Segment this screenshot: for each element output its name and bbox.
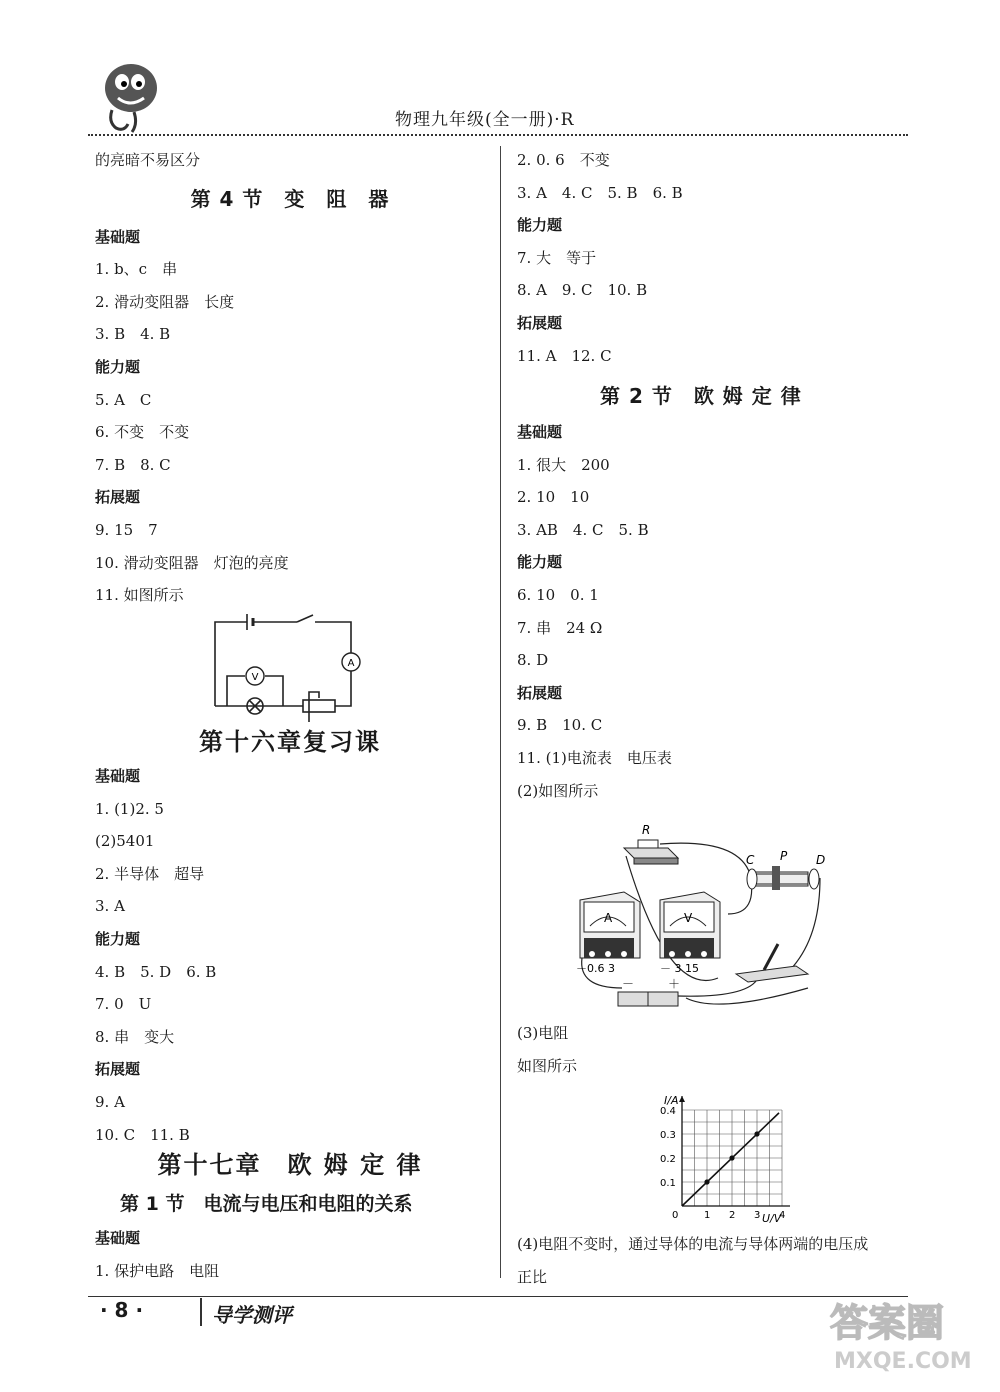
x-tick-label: 3 [754,1210,761,1221]
mascot-logo [98,58,160,136]
category-label: 能力题 [517,553,563,572]
answer-line: 11. (1)电流表 电压表 [517,748,672,767]
x-tick-label: 1 [704,1210,711,1221]
answer-line: (4)电阻不变时，通过导体的电流与导体两端的电压成 [517,1235,869,1253]
apparatus-diagram [568,818,840,1016]
rheostat-c-label: C [746,853,755,867]
chart-ticks [660,1106,785,1221]
y-tick-label: 0.2 [660,1154,676,1165]
answer-line: 1. 保护电路 电阻 [95,1261,220,1280]
y-axis-arrow [679,1096,685,1102]
y-tick-label: 0.1 [660,1178,676,1189]
answer-line: 6. 不变 不变 [95,423,190,442]
y-tick-label: 0.4 [660,1106,676,1117]
answer-line: 7. 0 U [95,995,152,1014]
left-column-part1 [95,144,485,612]
right-column-part4 [517,1228,907,1293]
answer-line: 8. 串 变大 [95,1027,175,1046]
data-point [704,1179,709,1184]
answer-line: 1. (1)2. 5 [95,799,164,818]
x-axis-label: U/V [762,1212,782,1224]
y-tick-label: 0.3 [660,1130,676,1141]
category-label: 能力题 [95,357,141,376]
answer-line: 正比 [517,1267,548,1286]
answer-line: 2. 半导体 超导 [95,864,205,883]
answer-line: 9. A [95,1092,125,1111]
battery-plus: ＋ [668,977,681,991]
data-point [754,1131,759,1136]
answer-line: 7. B 8. C [95,455,171,474]
answer-line: 3. B 4. B [95,325,171,344]
voltmeter-face-label: V [684,911,693,925]
page-number: · 8 · [100,1298,144,1322]
category-label: 基础题 [95,1229,141,1247]
iu-graph [630,1088,790,1224]
category-label: 拓展题 [95,488,141,507]
resistor-label: R [642,823,651,837]
watermark-top: 答案圈 [830,1301,945,1345]
answer-line: 9. B 10. C [517,716,603,735]
brand-name: 导学测评 [212,1303,292,1327]
section-title: 第 4 节 变 阻 器 [190,186,390,211]
answer-line: 3. A 4. C 5. B 6. B [517,183,683,202]
voltmeter-label: V [251,672,259,683]
right-column-part3 [517,1017,907,1082]
x-tick-label: 2 [729,1210,736,1221]
footer-separator [200,1298,202,1326]
answer-line: (2)如图所示 [517,781,599,800]
answer-line: (2)5401 [95,832,155,851]
category-label: 基础题 [517,423,563,441]
answer-line: 8. A 9. C 10. B [517,281,648,300]
watermark-bottom: MXQE.COM [834,1349,972,1374]
voltmeter-terminals: － 3 15 [660,962,699,975]
answer-line: 11. 如图所示 [95,586,184,605]
category-label: 基础题 [95,767,141,785]
answer-line: 3. AB 4. C 5. B [517,520,649,539]
answer-line: 1. 很大 200 [517,455,610,474]
x-tick-label: 4 [779,1210,786,1221]
answer-line: 2. 0. 6 不变 [517,151,610,169]
column-divider [500,146,501,1278]
left-column-part3 [95,1222,485,1287]
watermark-logo [826,1292,976,1374]
answer-line: 3. A [95,897,125,916]
answer-line: 11. A 12. C [517,346,612,365]
answer-line: 如图所示 [517,1056,578,1075]
category-label: 拓展题 [517,313,563,332]
header-rule [88,134,908,136]
ammeter-label: A [347,658,355,669]
x-tick-label: 0 [672,1210,679,1221]
right-column-part1 [517,144,907,372]
ammeter-face-label: A [604,911,613,925]
section-title: 第 1 节 电流与电压和电阻的关系 [120,1193,413,1215]
category-label: 拓展题 [517,683,563,702]
answer-line: 9. 15 7 [95,520,158,539]
answer-line: 10. C 11. B [95,1125,190,1144]
category-label: 拓展题 [95,1060,141,1079]
circuit-diagram [205,610,365,738]
running-head: 物理九年级(全一册)·R [395,110,575,130]
data-point [729,1155,734,1160]
rheostat-d-label: D [816,853,826,867]
answer-line: 7. 串 24 Ω [517,618,603,637]
footer-rule [88,1296,908,1297]
text-line: 的亮暗不易区分 [95,151,201,169]
chapter-title: 第十六章复习课 [199,727,381,756]
rheostat-p-label: P [780,849,788,863]
y-axis-label: I/A [664,1094,679,1107]
left-column-part2 [95,760,485,1151]
answer-line: (3)电阻 [517,1024,569,1042]
answer-line: 4. B 5. D 6. B [95,962,217,981]
ammeter-terminals: －0.6 3 [576,962,615,975]
answer-line: 2. 10 10 [517,488,590,507]
category-label: 能力题 [95,929,141,948]
answer-line: 2. 滑动变阻器 长度 [95,292,235,311]
category-label: 能力题 [517,216,563,235]
right-column-part2 [517,416,907,807]
answer-line: 1. b、c 串 [95,260,178,279]
chapter-title: 第十七章 欧 姆 定 律 [157,1150,423,1179]
battery-minus: － [622,977,635,991]
answer-line: 5. A C [95,390,152,409]
answer-line: 7. 大 等于 [517,248,597,267]
category-label: 基础题 [95,227,141,246]
answer-line: 10. 滑动变阻器 灯泡的亮度 [95,553,289,572]
section-title: 第 2 节 欧 姆 定 律 [600,384,802,408]
chart-series [682,1113,779,1206]
answer-line: 6. 10 0. 1 [517,585,599,604]
answer-line: 8. D [517,651,549,670]
